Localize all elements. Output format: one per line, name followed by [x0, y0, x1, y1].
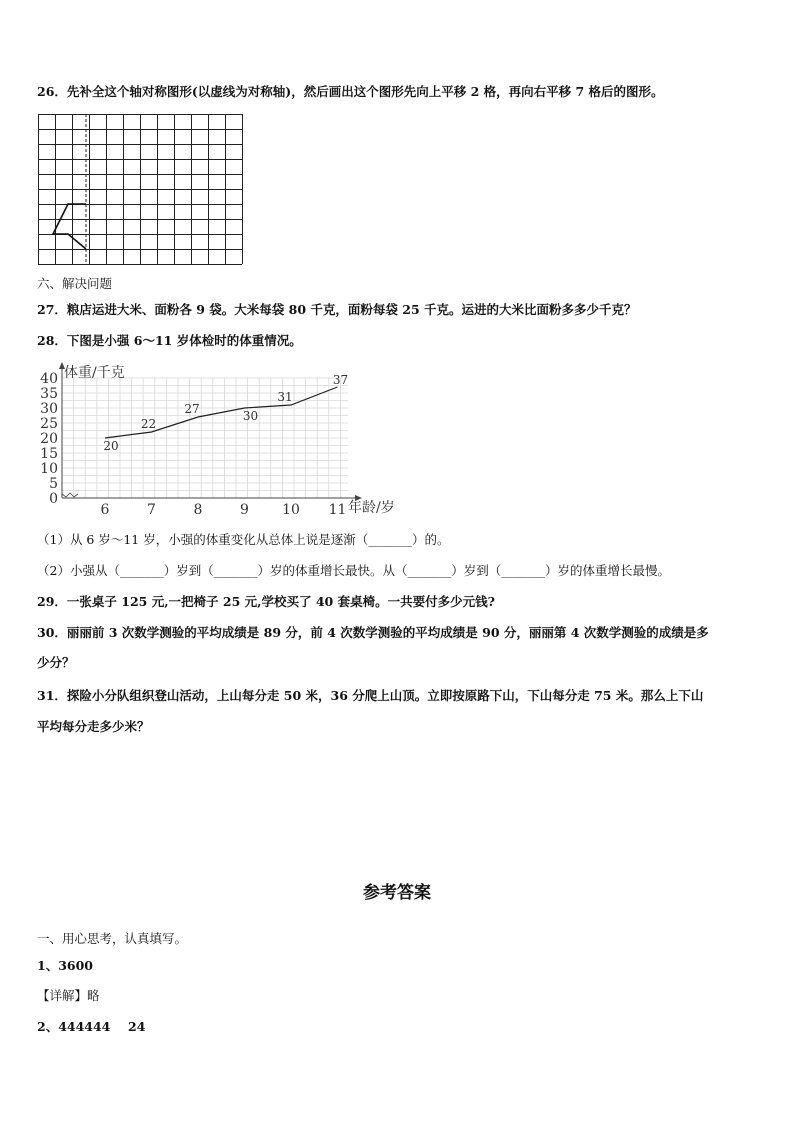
answer-1-detail: 【详解】略 [37, 988, 100, 1003]
answers-section1: 一、用心思考，认真填写。 [37, 931, 188, 946]
answer-2-num: 2、444444 [37, 1019, 111, 1034]
x-tick-label: 7 [147, 502, 156, 518]
data-label: 37 [332, 373, 349, 387]
data-label: 20 [103, 439, 119, 453]
y-tick-label: 0 [49, 491, 58, 507]
x-tick-label: 8 [193, 502, 203, 518]
weight-chart [30, 360, 420, 520]
data-label: 22 [140, 417, 157, 431]
axis-break [62, 493, 78, 497]
x-tick-label: 11 [328, 502, 347, 518]
q26-text: 26．先补全这个轴对称图形(以虚线为对称轴)，然后画出这个图形先向上平移 2 格，再向右平移 7 格后的图形。 [37, 84, 664, 99]
answer-2-val: 24 [128, 1019, 146, 1034]
x-tick-label: 10 [282, 502, 300, 518]
q30-line2: 少分？ [37, 655, 75, 670]
q30-line1: 30．丽丽前 3 次数学测验的平均成绩是 89 分，前 4 次数学测验的平均成绩是 90 分，丽丽第 4 次数学测验的成绩是多 [37, 625, 709, 640]
section6-title: 六、解决问题 [37, 276, 113, 291]
data-label: 27 [184, 402, 200, 416]
y-tick-label: 35 [40, 386, 58, 402]
q28-sub2: （2）小强从（_______）岁到（_______）岁的体重增长最快。从（_______）岁到（_______）岁的体重增长最慢。 [37, 563, 670, 578]
q31-line2: 平均每分走多少米？ [37, 719, 150, 734]
half-figure [53, 204, 86, 249]
y-axis-label: 体重/千克 [64, 365, 125, 381]
answers-title: 参考答案 [363, 883, 431, 903]
q28-text: 28．下图是小强 6～11 岁体检时的体重情况。 [37, 333, 302, 348]
y-tick-label: 30 [40, 401, 58, 417]
y-tick-label: 25 [40, 416, 58, 432]
y-tick-label: 20 [40, 431, 58, 447]
y-tick-label: 5 [49, 476, 58, 492]
x-axis-label: 年龄/岁 [348, 500, 395, 516]
answer-1: 1、3600 [37, 958, 93, 973]
x-tick-label: 6 [100, 502, 110, 518]
y-tick-label: 40 [40, 371, 58, 387]
data-label: 31 [277, 390, 293, 404]
q31-line1: 31．探险小分队组织登山活动，上山每分走 50 米，36 分爬上山顶。立即按原路下山，下山每分走 75 米。那么上下山 [37, 688, 704, 703]
symmetry-grid [38, 114, 244, 266]
y-tick-label: 10 [40, 461, 58, 477]
q29-text: 29．一张桌子 125 元,一把椅子 25 元,学校买了 40 套桌椅。一共要付多少元钱? [37, 594, 495, 609]
q28-sub1: （1）从 6 岁～11 岁，小强的体重变化从总体上说是逐渐（_______）的。 [37, 532, 450, 547]
q27-text: 27．粮店运进大米、面粉各 9 袋。大米每袋 80 千克，面粉每袋 25 千克。运进的大米比面粉多多少千克？ [37, 302, 637, 317]
data-label: 30 [242, 409, 259, 423]
y-tick-label: 15 [40, 446, 58, 462]
x-tick-label: 9 [240, 502, 249, 518]
